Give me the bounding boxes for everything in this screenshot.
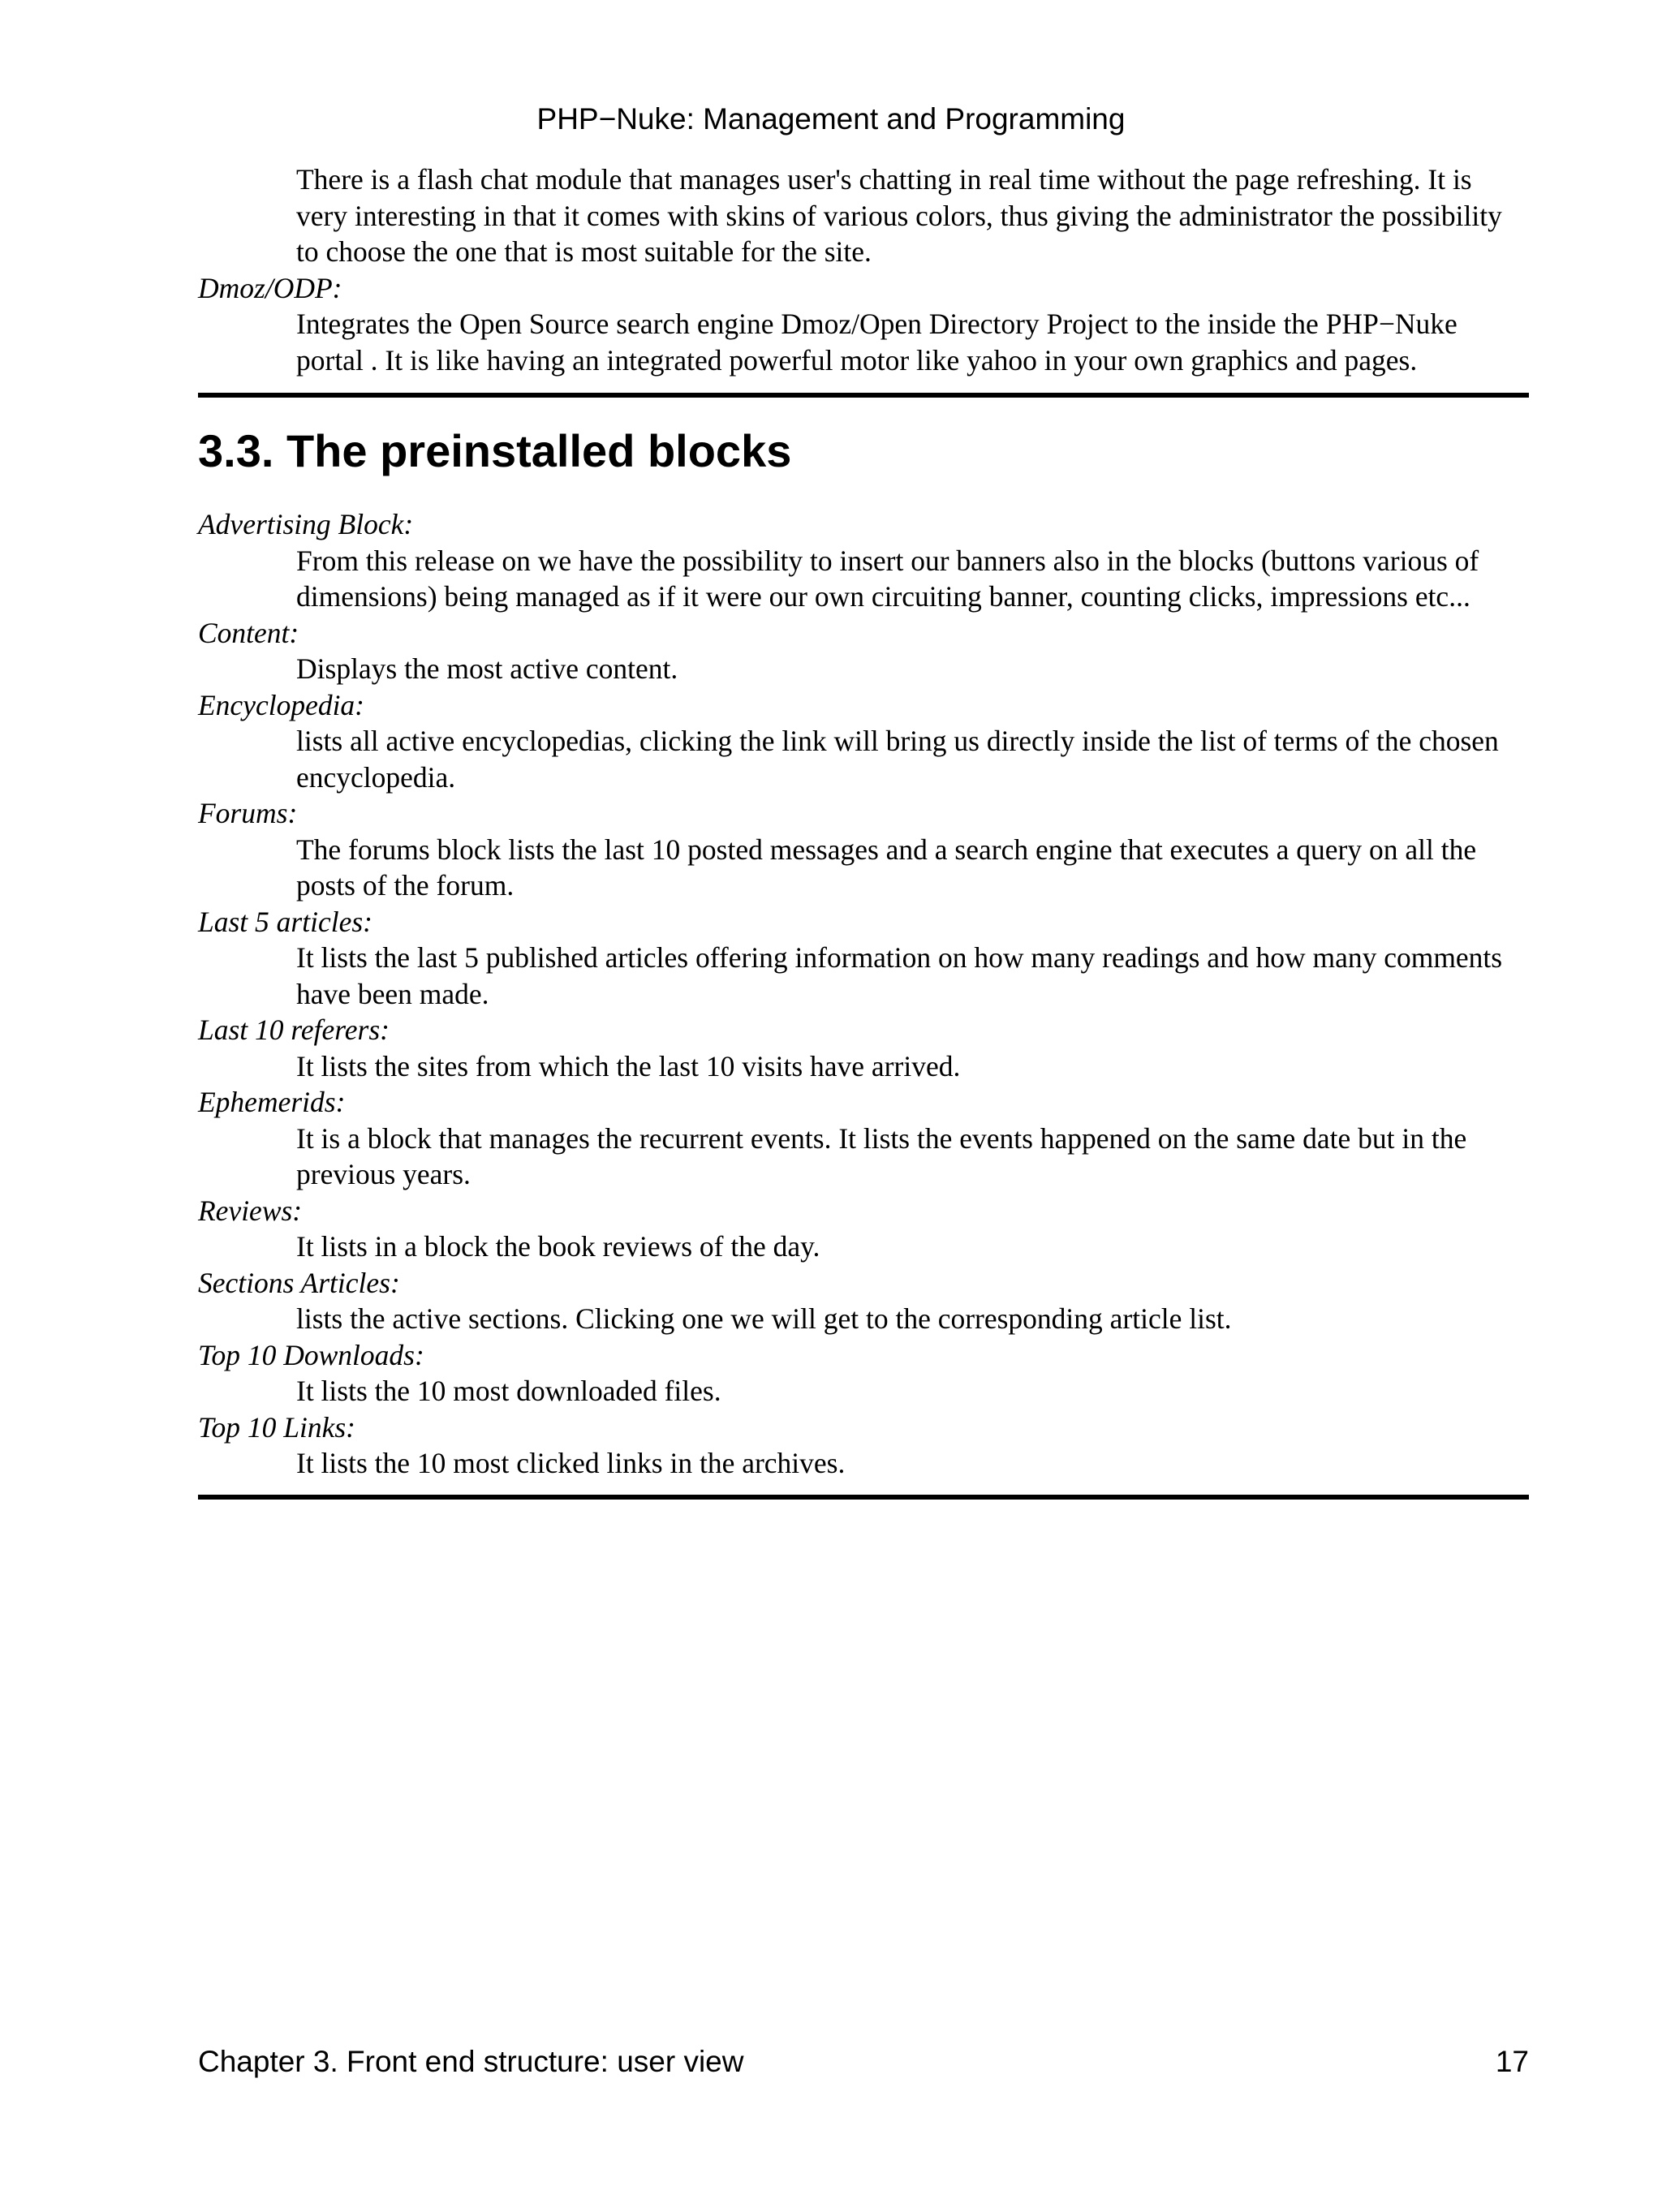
term-last-5-articles: Last 5 articles: (198, 905, 372, 938)
dmoz-definition: Integrates the Open Source search engine Dmoz/Open Directory Project to the inside the PHP−Nuke portal . It is like having an integrated powerful motor like yahoo in your own graphics and pages. (296, 308, 1457, 377)
term-encyclopedia: Encyclopedia: (198, 688, 365, 721)
dmoz-term: Dmoz/ODP: (198, 271, 342, 304)
def-last-5-articles: It lists the last 5 published articles offering information on how many readings and how many comments have been made. (296, 941, 1503, 1010)
term-top-10-links: Top 10 Links: (198, 1410, 355, 1444)
term-ephemerids: Ephemerids: (198, 1086, 346, 1118)
term-last-10-referers: Last 10 referers: (198, 1013, 390, 1046)
running-header: PHP−Nuke: Management and Programming (536, 102, 1126, 136)
block-list (198, 506, 1529, 1482)
term-content: Content: (198, 616, 299, 649)
footer-chapter: Chapter 3. Front end structure: user view (198, 2045, 744, 2078)
term-reviews: Reviews: (198, 1194, 303, 1227)
term-top-10-downloads: Top 10 Downloads: (198, 1338, 424, 1371)
def-forums: The forums block lists the last 10 posted messages and a search engine that executes a query on all the posts of the forum. (296, 833, 1477, 902)
page-content (198, 161, 1529, 1500)
page-footer (198, 2043, 1529, 2081)
flash-chat-definition: There is a flash chat module that manages user's chatting in real time without the page refreshing. It is very interesting in that it comes with skins of various colors, thus giving the administrator the possibility to choose the one that is most suitable for the site. (296, 163, 1502, 268)
def-top-10-links: It lists the 10 most clicked links in the archives. (296, 1447, 846, 1479)
def-sections-articles: lists the active sections. Clicking one we will get to the corresponding article list. (296, 1302, 1232, 1335)
section-divider-bottom (198, 1495, 1529, 1500)
page-number: 17 (1495, 2045, 1529, 2078)
def-encyclopedia: lists all active encyclopedias, clicking the link will bring us directly inside the list of terms of the chosen encyclopedia. (296, 725, 1499, 794)
def-content: Displays the most active content. (296, 652, 678, 685)
def-advertising-block: From this release on we have the possibility to insert our banners also in the blocks (buttons various of dimensions) being managed as if it were our own circuiting banner, counting clicks, impressions etc... (296, 544, 1479, 613)
term-advertising-block: Advertising Block: (198, 508, 414, 540)
def-reviews: It lists in a block the book reviews of the day. (296, 1230, 820, 1263)
term-forums: Forums: (198, 797, 298, 829)
term-sections-articles: Sections Articles: (198, 1266, 400, 1299)
def-top-10-downloads: It lists the 10 most downloaded files. (296, 1375, 721, 1407)
section-heading: 3.3. The preinstalled blocks (198, 425, 792, 476)
section-divider-top (198, 393, 1529, 398)
def-ephemerids: It is a block that manages the recurrent events. It lists the events happened on the same date but in the previous years. (296, 1121, 1467, 1190)
def-last-10-referers: It lists the sites from which the last 10 visits have arrived. (296, 1049, 961, 1082)
